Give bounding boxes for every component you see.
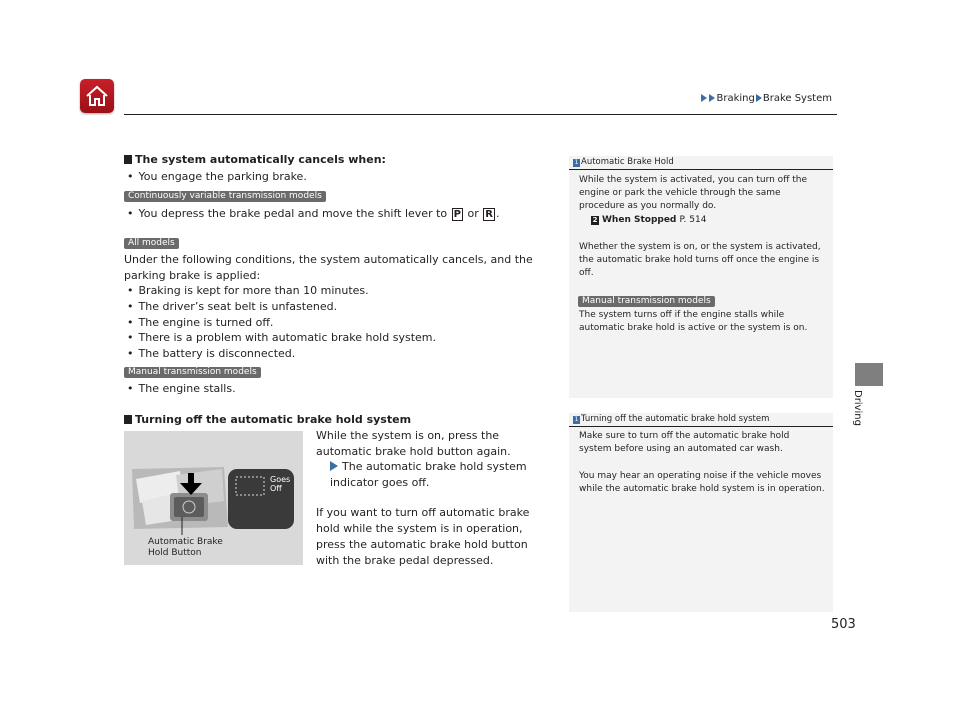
list-item: • The engine is turned off. (127, 315, 273, 331)
list-item: • There is a problem with automatic brake hold system. (127, 330, 436, 346)
breadcrumb-arrow-icon (709, 94, 715, 102)
cancel-heading (124, 153, 386, 166)
note-paragraph: You may hear an operating noise if the vehicle moves while the automatic brake hold system is in operation. (579, 471, 825, 494)
note-title-text: Automatic Brake Hold (581, 157, 674, 167)
period: . (495, 207, 500, 220)
cvt-models-tag: Continuously variable transmission models (124, 191, 326, 202)
note-paragraph: Whether the system is on, or the system is activated, the automatic brake hold turns off once the engine is off. (579, 242, 821, 278)
indicator-label-line2: Off (270, 484, 282, 493)
note-number-icon: 1 (574, 416, 579, 423)
note-number-icon: 1 (574, 159, 579, 166)
home-icon (85, 84, 109, 108)
turnoff-para2: If you want to turn off automatic brake hold while the system is in operation, press the automatic brake hold button with the brake pedal depressed. (316, 506, 530, 567)
brake-hold-button-illustration (124, 431, 303, 565)
breadcrumb-item-braking[interactable]: Braking (716, 93, 755, 104)
manual-models-tag: Manual transmission models (578, 296, 715, 307)
note-paragraph: While the system is activated, you can turn off the engine or park the vehicle through the same procedure as you normally do. (579, 175, 808, 211)
conditions-intro: Under the following conditions, the system automatically cancels, and the parking brake is applied: (124, 253, 533, 282)
indicator-label (270, 475, 290, 493)
note-title (573, 157, 674, 167)
list-item: • The engine stalls. (127, 381, 236, 397)
turnoff-result-text: The automatic brake hold system indicator goes off. (330, 460, 527, 489)
cross-reference-link[interactable] (591, 214, 706, 227)
turnoff-heading (124, 413, 411, 426)
home-button[interactable] (80, 79, 114, 113)
note-paragraph: The system turns off if the engine stalls while automatic brake hold is active or the system is on. (579, 310, 808, 333)
turnoff-para1: While the system is on, press the automatic brake hold button again. (316, 429, 511, 458)
section-tab-marker (855, 363, 883, 386)
xref-arrow-icon: 2 (592, 216, 598, 224)
button-label-line2: Hold Button (148, 548, 202, 558)
note-panel-automatic-brake-hold (569, 156, 833, 398)
note-divider (569, 426, 833, 427)
list-item: • The driver’s seat belt is unfastened. (127, 299, 337, 315)
button-label-line1: Automatic Brake (148, 537, 223, 547)
shift-key-r: R (485, 209, 493, 220)
xref-page: P. 514 (679, 215, 707, 225)
all-models-tag: All models (124, 238, 179, 249)
note-title (573, 414, 769, 424)
breadcrumb-item-brake-system[interactable]: Brake System (762, 93, 832, 104)
turnoff-heading-text: Turning off the automatic brake hold system (135, 413, 412, 426)
manual-models-tag: Manual transmission models (124, 367, 261, 378)
section-tab-label: Driving (852, 390, 863, 426)
page-number: 503 (831, 617, 856, 632)
indicator-label-line1: Goes (270, 475, 291, 484)
breadcrumb-arrow-icon (701, 94, 707, 102)
list-item: • Braking is kept for more than 10 minutes. (127, 283, 369, 299)
header-divider (124, 114, 837, 115)
list-item: • The battery is disconnected. (127, 346, 295, 362)
note-panel-turning-off (569, 413, 833, 612)
breadcrumb (700, 93, 832, 104)
cancel-heading-text: The system automatically cancels when: (135, 153, 386, 166)
or-text: or (467, 207, 479, 220)
list-item: • You engage the parking brake. (127, 169, 307, 185)
xref-title: When Stopped (602, 215, 677, 225)
turnoff-result (330, 459, 530, 491)
button-label (148, 537, 223, 559)
list-item (127, 206, 499, 222)
note-title-text: Turning off the automatic brake hold system (581, 414, 770, 424)
shift-key-p: P (453, 209, 461, 220)
note-paragraph: Make sure to turn off the automatic brake hold system before using an automated car wash. (579, 431, 790, 454)
breadcrumb-arrow-icon (756, 94, 762, 102)
note-divider (569, 169, 833, 170)
heading-square-icon (124, 415, 132, 424)
heading-square-icon (124, 155, 132, 164)
result-arrow-icon (330, 461, 338, 471)
cvt-item-text: • You depress the brake pedal and move the shift lever to (127, 207, 447, 220)
